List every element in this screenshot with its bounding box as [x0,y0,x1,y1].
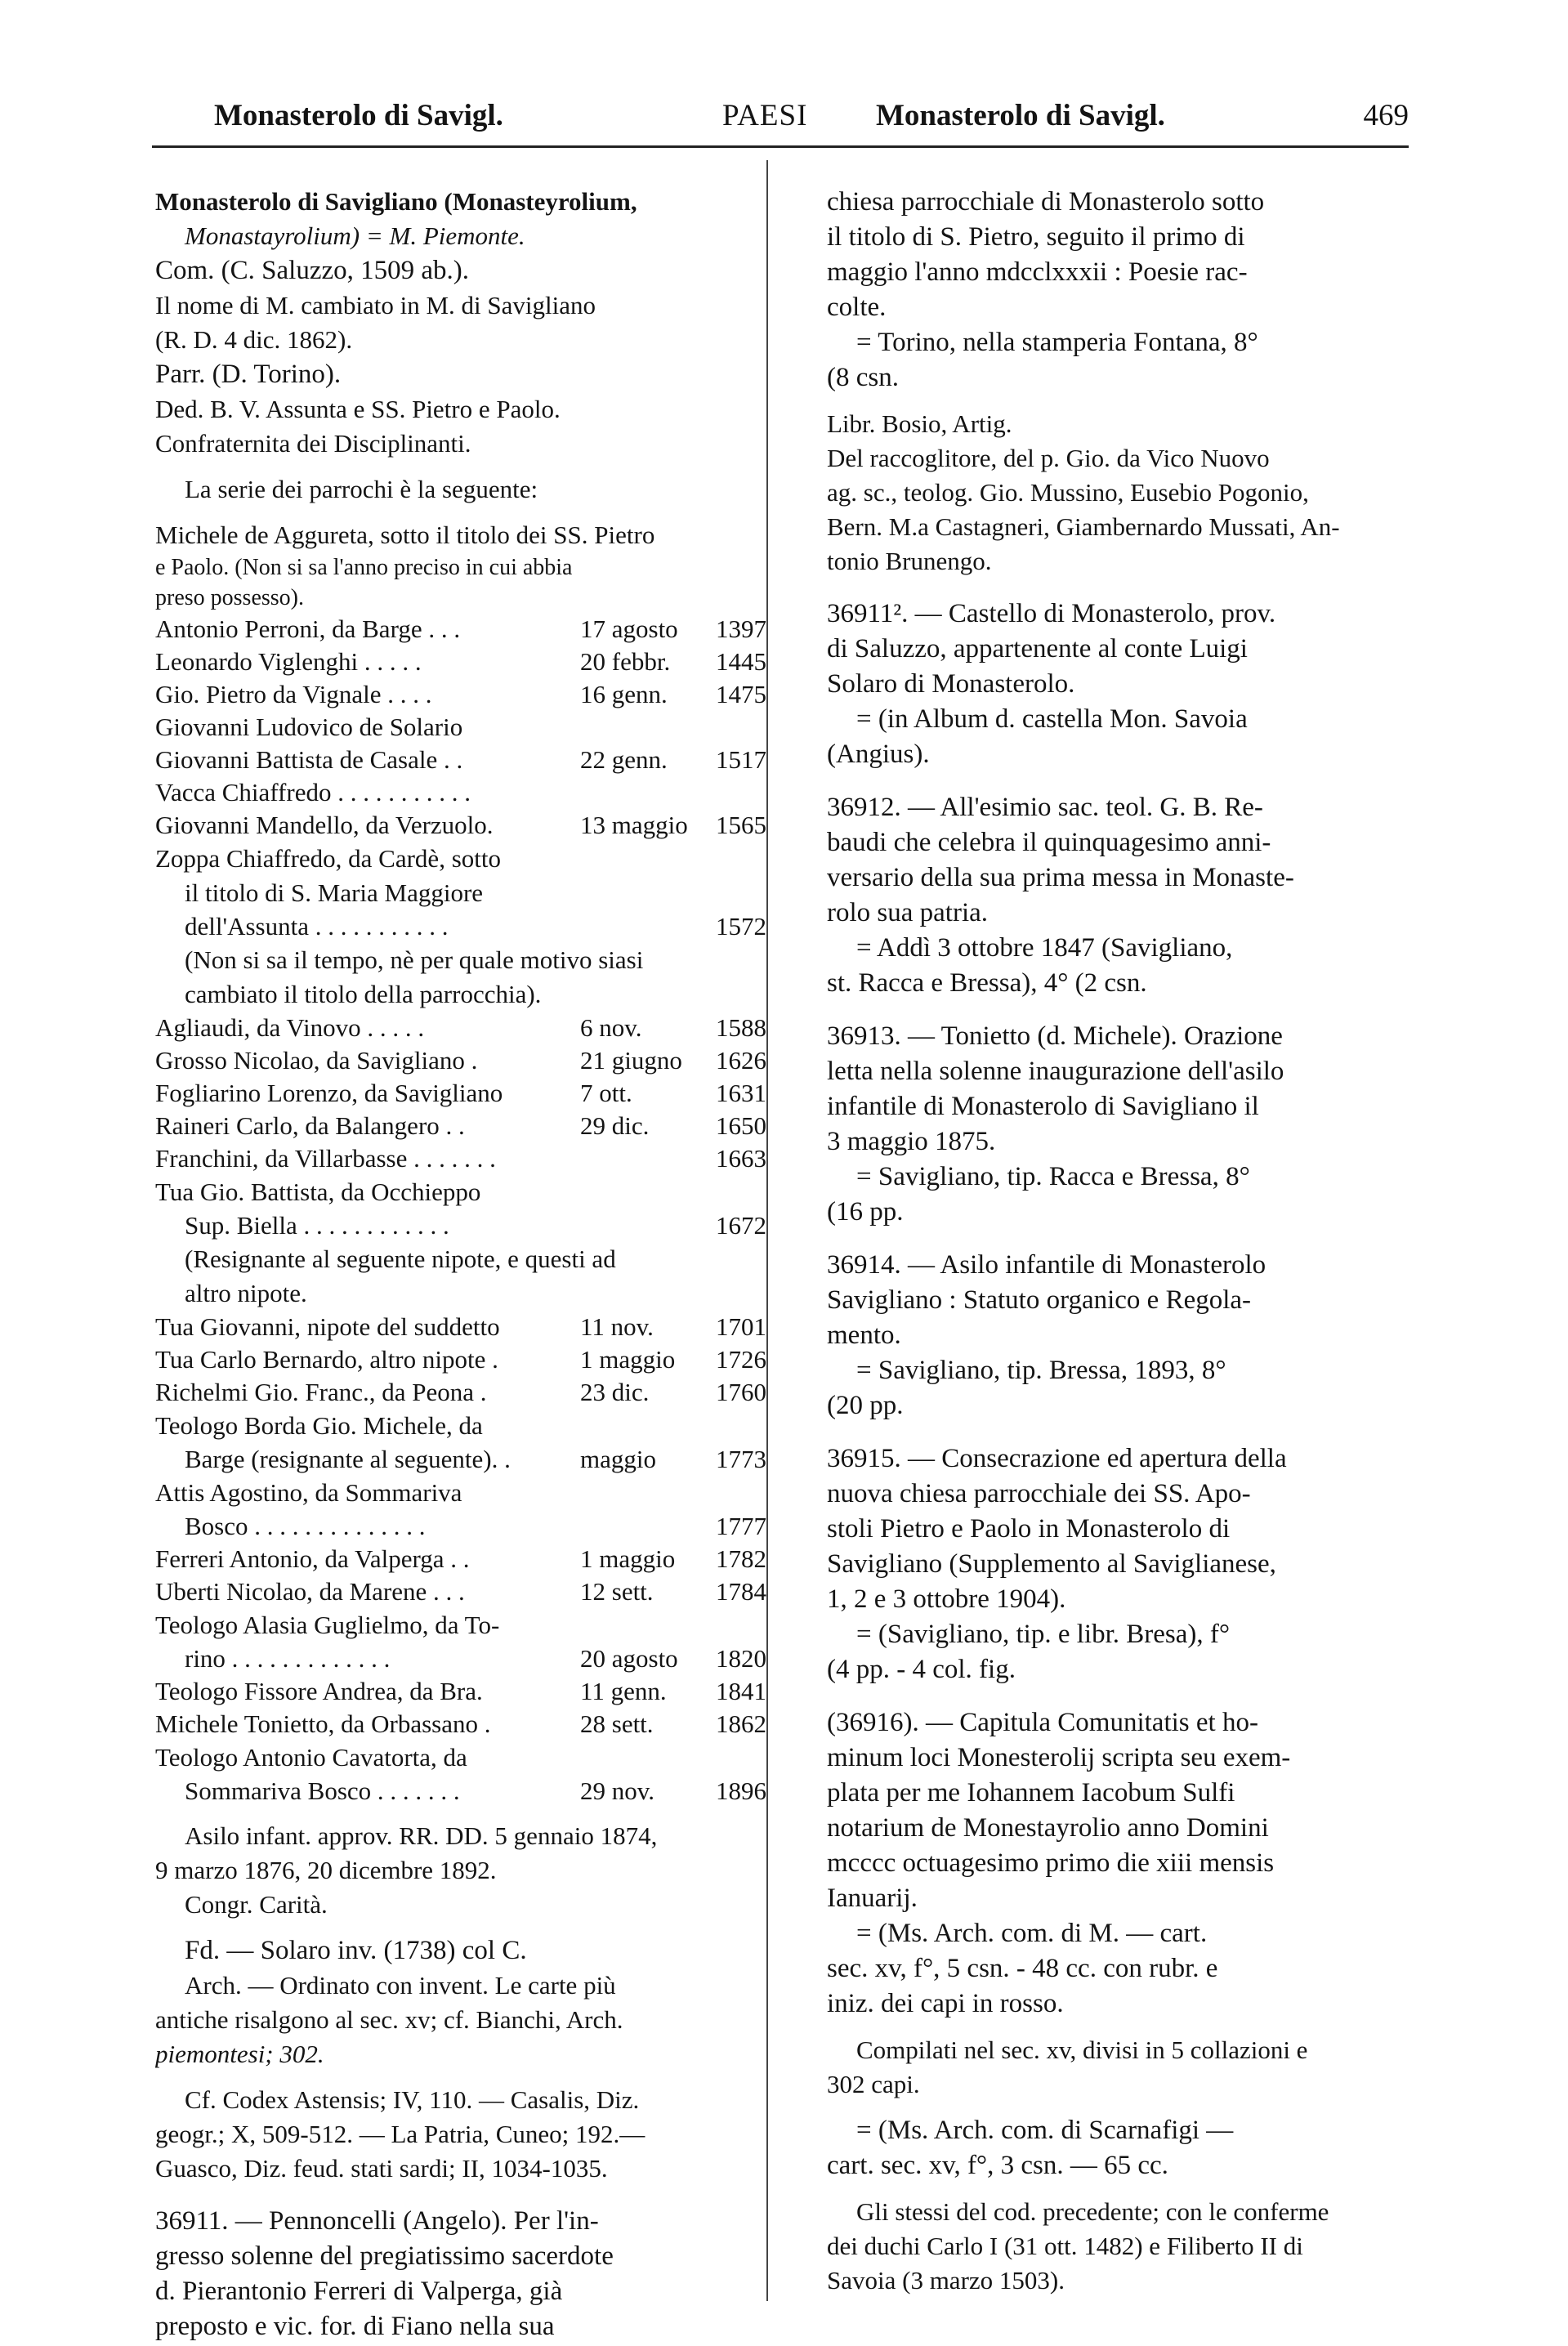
priest-row: Sommariva Bosco . . . . . . . 29 nov. 1896 [185,1776,766,1805]
entry-36911-cont: maggio l'anno mdcclxxxii : Poesie rac- [827,257,1248,287]
entry-line: = Savigliano, tip. Racca e Bressa, 8° [856,1162,1250,1191]
entry-36915: 36915. — Consecrazione ed apertura della [827,1444,1287,1473]
entry-36914: 36914. — Asilo infantile di Monasterolo [827,1250,1266,1280]
priest-row: Leonardo Viglenghi . . . . . 20 febbr. 1445 [155,647,766,676]
priest-name-line: Teologo Antonio Cavatorta, da [155,1743,467,1772]
priest-row: Vacca Chiaffredo . . . . . . . . . . . [155,778,471,807]
entry-line: (Angius). [827,740,930,769]
entry-line: iniz. dei capi in rosso. [827,1989,1064,2018]
priest-name-line: Teologo Alasia Guglielmo, da To- [155,1611,500,1639]
asilo-line: Asilo infant. approv. RR. DD. 5 gennaio 1874, [185,1821,658,1850]
note-line: Gli stessi del cod. precedente; con le conferme [856,2197,1329,2226]
entry-36913: 36913. — Tonietto (d. Michele). Orazione [827,1021,1283,1051]
priest-row: Fogliarino Lorenzo, da Savigliano 7 ott. 1631 [155,1079,766,1107]
entry-line: Ianuarij. [827,1884,918,1913]
cf-line: geogr.; X, 509-512. — La Patria, Cuneo; 192.— [155,2120,646,2148]
entry-line: di Saluzzo, appartenente al conte Luigi [827,634,1248,664]
entry-line: 1, 2 e 3 ottobre 1904). [827,1584,1066,1614]
priest-row: Gio. Pietro da Vignale . . . . 16 genn. 1475 [155,680,766,708]
entry-line: Savigliano (Supplemento al Saviglianese, [827,1549,1276,1579]
entry-line: = Savigliano, tip. Bressa, 1893, 8° [856,1356,1226,1385]
right-column [827,185,1409,2298]
priest-note: altro nipote. [185,1279,307,1307]
entry-36911-2: 36911². — Castello di Monasterolo, prov. [827,599,1276,628]
entry-line: 3 maggio 1875. [827,1127,996,1156]
left-column [155,185,766,2344]
running-header [214,92,1409,141]
priest-name-line: Zoppa Chiaffredo, da Cardè, sotto [155,844,501,873]
arch-line: antiche risalgono al sec. xv; cf. Bianchi, Arch. [155,2005,623,2034]
imprint-line: = Torino, nella stamperia Fontana, 8° [856,328,1258,357]
entry-line: mento. [827,1320,901,1350]
priest-name-line: Teologo Borda Gio. Michele, da [155,1411,483,1440]
header-rule [152,145,1409,148]
priest-name-line: Attis Agostino, da Sommariva [155,1478,462,1507]
entry-line: Savigliano : Statuto organico e Regola- [827,1285,1252,1315]
priest-row: Tua Giovanni, nipote del suddetto 11 nov. 1701 [155,1312,766,1341]
name-change-line: (R. D. 4 dic. 1862). [155,325,353,354]
entry-line: notarium de Monestayrolio anno Domini [827,1813,1269,1843]
priest-row: Sup. Biella . . . . . . . . . . . . 1672 [185,1211,766,1240]
priest-note: (Resignante al seguente nipote, e questi ad [185,1244,616,1273]
entry-36911-cont: chiesa parrocchiale di Monasterolo sotto [827,187,1265,217]
confraternity-line: Confraternita dei Disciplinanti. [155,429,471,458]
priest-row: Bosco . . . . . . . . . . . . . . 1777 [185,1512,766,1540]
note-line: Bern. M.a Castagneri, Giambernardo Mussati, An- [827,512,1340,541]
entry-line: = (Ms. Arch. com. di Scarnafigi — [856,2116,1234,2145]
note-line: tonio Brunengo. [827,547,992,575]
entry-line: plata per me Iohannem Iacobum Sulfi [827,1778,1235,1808]
dedication-line: Ded. B. V. Assunta e SS. Pietro e Paolo. [155,395,561,423]
entry-36911-cont: il titolo di S. Pietro, seguito il primo di [827,222,1245,252]
priest-note: (Non si sa il tempo, nè per quale motivo siasi [185,945,644,974]
priest-row: dell'Assunta . . . . . . . . . . . 1572 [185,912,766,941]
entry-line: Solaro di Monasterolo. [827,669,1075,699]
entry-line: versario della sua prima messa in Monaste- [827,863,1294,892]
priest-row: Tua Carlo Bernardo, altro nipote . 1 maggio 1726 [155,1345,766,1374]
entry-36911-cont: preposto e vic. for. di Fiano nella sua [155,2312,555,2341]
entry-36911-cont: d. Pierantonio Ferreri di Valperga, già [155,2277,563,2306]
priest-list-intro: La serie dei parrochi è la seguente: [185,475,538,503]
header-left: Monasterolo di Savigl. [214,99,503,132]
entry-title-cont: Monastayrolium) = M. Piemonte. [185,221,525,250]
priest-intro-line: preso possesso). [155,585,304,610]
entry-line: = (Ms. Arch. com. di M. — cart. [856,1919,1208,1948]
arch-line: Arch. — Ordinato con invent. Le carte più [185,1971,616,2000]
note-line: Libr. Bosio, Artig. [827,409,1012,438]
priest-row: Giovanni Ludovico de Solario [155,713,463,741]
entry-line: = (in Album d. castella Mon. Savoia [856,704,1248,734]
cf-line: Guasco, Diz. feud. stati sardi; II, 1034-1035. [155,2154,608,2183]
note-line: Savoia (3 marzo 1503). [827,2266,1065,2295]
entry-line: (20 pp. [827,1391,904,1420]
priest-row: Franchini, da Villarbasse . . . . . . . 1663 [155,1144,766,1173]
priest-intro-line: e Paolo. (Non si sa l'anno preciso in cui abbia [155,555,573,580]
entry-line: (16 pp. [827,1197,904,1227]
entry-line: stoli Pietro e Paolo in Monasterolo di [827,1514,1231,1544]
priest-row: Agliaudi, da Vinovo . . . . . 6 nov. 1588 [155,1013,766,1042]
arch-line: piemontesi; 302. [155,2040,324,2068]
entry-line: infantile di Monasterolo di Savigliano il [827,1092,1259,1121]
note-line: ag. sc., teolog. Gio. Mussino, Eusebio Pogonio, [827,478,1309,507]
congregation-line: Congr. Carità. [185,1890,328,1919]
priest-name-line: Tua Gio. Battista, da Occhieppo [155,1177,481,1206]
entry-line: letta nella solenne inaugurazione dell'asilo [827,1057,1284,1086]
page-number: 469 [1363,99,1409,132]
header-right: Monasterolo di Savigl. [876,99,1165,132]
priest-row: rino . . . . . . . . . . . . . 20 agosto 1820 [185,1644,766,1673]
name-change-line: Il nome di M. cambiato in M. di Savigliano [155,291,596,320]
priest-row: Ferreri Antonio, da Valperga . . 1 maggio 1782 [155,1544,766,1573]
entry-line: nuova chiesa parrocchiale dei SS. Apo- [827,1479,1251,1508]
note-line: dei duchi Carlo I (31 ott. 1482) e Filiberto II di [827,2232,1303,2260]
priest-name-line: il titolo di S. Maria Maggiore [185,878,484,907]
entry-line: = (Savigliano, tip. e libr. Bresa), f° [856,1620,1231,1649]
entry-line: st. Racca e Bressa), 4° (2 csn. [827,968,1147,998]
entry-line: baudi che celebra il quinquagesimo anni- [827,828,1271,857]
entry-line: rolo sua patria. [827,898,989,927]
comune-line: Com. (C. Saluzzo, 1509 ab.). [155,256,470,285]
entry-line: (4 pp. - 4 col. fig. [827,1655,1016,1684]
entry-36912: 36912. — All'esimio sac. teol. G. B. Re- [827,793,1263,822]
column-divider [766,160,768,2301]
entry-line: minum loci Monesterolij scripta seu exem- [827,1743,1291,1772]
priest-row: Uberti Nicolao, da Marene . . . 12 sett. 1784 [155,1577,766,1606]
note-line: Compilati nel sec. xv, divisi in 5 collazioni e [856,2035,1308,2064]
header-middle: PAESI [722,99,808,132]
priest-row: Richelmi Gio. Franc., da Peona . 23 dic. 1760 [155,1378,766,1406]
priest-row: Michele Tonietto, da Orbassano . 28 sett. 1862 [155,1709,766,1738]
priest-row: Teologo Fissore Andrea, da Bra. 11 genn. 1841 [155,1677,766,1705]
asilo-line: 9 marzo 1876, 20 dicembre 1892. [155,1856,497,1884]
entry-line: = Addì 3 ottobre 1847 (Savigliano, [856,933,1233,963]
priest-row: Giovanni Battista de Casale . . 22 genn. 1517 [155,745,766,774]
entry-line: cart. sec. xv, f°, 3 csn. — 65 cc. [827,2151,1168,2180]
entry-36911-cont: gresso solenne del pregiatissimo sacerdote [155,2241,614,2271]
priest-list [155,613,766,1808]
entry-title: Monasterolo di Savigliano (Monasteyrolium, [155,187,637,216]
priest-row: Raineri Carlo, da Balangero . . 29 dic. 1650 [155,1111,766,1140]
priest-row: Barge (resignante al seguente). . maggio 1773 [185,1445,766,1473]
fd-line: Fd. — Solaro inv. (1738) col C. [185,1936,527,1965]
priest-note: cambiato il titolo della parrocchia). [185,980,542,1008]
priest-intro-line: Michele de Aggureta, sotto il titolo dei SS. Pietro [155,521,655,549]
note-line: 302 capi. [827,2070,920,2098]
note-line: Del raccoglitore, del p. Gio. da Vico Nuovo [827,444,1270,472]
priest-row: Giovanni Mandello, da Verzuolo. 13 maggio 1565 [155,811,766,839]
entry-36911: 36911. — Pennoncelli (Angelo). Per l'in- [155,2206,599,2236]
entry-line: sec. xv, f°, 5 csn. - 48 cc. con rubr. e [827,1954,1218,1983]
priest-row: Grosso Nicolao, da Savigliano . 21 giugno 1626 [155,1046,766,1075]
imprint-line: (8 csn. [827,363,899,392]
entry-line: mcccc octuagesimo primo die xiii mensis [827,1848,1275,1878]
cf-line: Cf. Codex Astensis; IV, 110. — Casalis, Diz. [185,2085,640,2114]
entry-36916: (36916). — Capitula Comunitatis et ho- [827,1708,1258,1737]
entry-36911-cont: colte. [827,293,887,322]
priest-row: Antonio Perroni, da Barge . . . 17 agosto 1397 [155,614,766,643]
parish-line: Parr. (D. Torino). [155,360,342,389]
